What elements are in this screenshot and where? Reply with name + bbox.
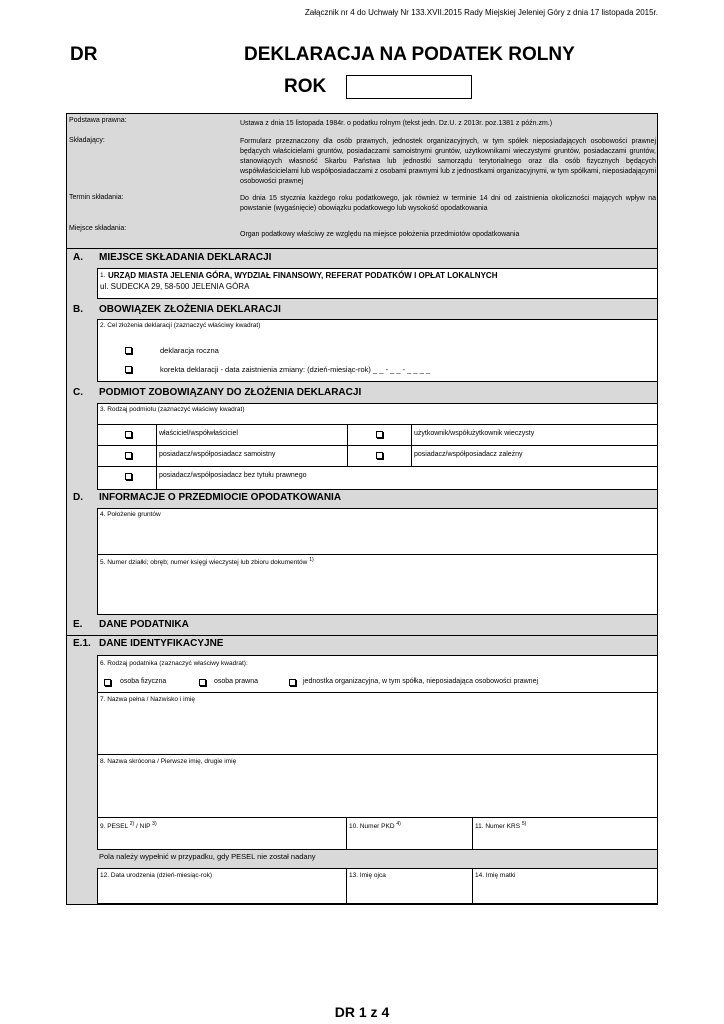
- divider: [98, 424, 657, 425]
- rok-input[interactable]: [346, 75, 472, 99]
- section-d-letter: D.: [73, 492, 83, 503]
- rok-label: ROK: [284, 76, 327, 97]
- field-12-birth-date[interactable]: [97, 868, 347, 904]
- office-address: ul. SUDECKA 29, 58-500 JELENIA GÓRA: [100, 282, 250, 291]
- field-8-short-name[interactable]: [97, 754, 658, 818]
- declaration-form: [66, 113, 658, 905]
- skladajacy-label: Składający:: [69, 137, 105, 144]
- field-3-subject: [97, 403, 658, 490]
- field-1-number: 1.: [100, 272, 106, 279]
- checkbox-legal-person[interactable]: [199, 679, 206, 686]
- divider: [156, 424, 157, 489]
- section-c-title: PODMIOT ZOBOWIĄZANY DO ZŁOŻENIA DEKLARACJI: [99, 387, 362, 398]
- field-13-label: 13. Imię ojca: [349, 872, 386, 879]
- field-2-purpose: [97, 319, 658, 382]
- option-owner: właściciel/współwłaściciel: [159, 430, 238, 437]
- pesel-note: Pola należy wypełnić w przypadku, gdy PESEL nie został nadany: [99, 852, 316, 861]
- field-4-location[interactable]: [97, 508, 658, 555]
- divider: [411, 424, 412, 466]
- miejsce-text: Organ podatkowy właściwy ze względu na miejsce położenia przedmiotów opodatkowania: [240, 231, 520, 238]
- page-number: DR 1 z 4: [334, 1004, 390, 1020]
- field-14-label: 14. Imię matki: [475, 872, 516, 879]
- checkbox-holder-no-title[interactable]: [125, 473, 132, 480]
- option-natural-person: osoba fizyczna: [120, 678, 167, 685]
- section-c-letter: C.: [73, 387, 83, 398]
- field-9-pesel-nip[interactable]: [97, 817, 347, 850]
- option-legal-person: osoba prawna: [214, 678, 258, 685]
- checkbox-natural-person[interactable]: [104, 679, 111, 686]
- podstawa-label: Podstawa prawna:: [69, 117, 127, 124]
- field-10-label: 10. Numer PKD $^{4)}$: [349, 821, 401, 831]
- attachment-note: Załącznik nr 4 do Uchwały Nr 133.XVII.2015 Rady Miejskiej Jeleniej Góry z dnia 17 listopada 2015r.: [304, 8, 658, 17]
- termin-label: Termin składania:: [69, 194, 124, 201]
- divider: [67, 635, 657, 636]
- field-9-label: 9. PESEL $^{2)}$ / NIP $^{3)}$: [100, 821, 157, 831]
- field-8-label: 8. Nazwa skrócona / Pierwsze imię, drugie imię: [100, 758, 237, 765]
- section-d-title: INFORMACJE O PRZEDMIOCIE OPODATKOWANIA: [99, 492, 342, 503]
- checkbox-org-unit[interactable]: [289, 679, 296, 686]
- form-code: DR: [70, 44, 98, 65]
- section-b-title: OBOWIĄZEK ZŁOŻENIA DEKLARACJI: [99, 304, 281, 315]
- divider: [347, 424, 348, 445]
- skladajacy-text: Formularz przeznaczony dla osób prawnych, jednostek organizacyjnych, w tym spółek nieposiadających osobowości prawnej będących właścicielami gruntów, posiadaczami samoistnymi gruntów, użytkownikami wieczystymi gruntów, posiadaczami gruntów, stanowiących własność Skarbu Państwa lub jednostki samorządu terytorialnego oraz dla osób fizycznych będących współwłaścicielami lub współposiadaczami z osobami prawnymi lub z jednostkami organizacyjnymi, w tym spółkami, nieposiadającymi osobowości prawnej: [240, 138, 656, 185]
- checkbox-perpetual-user[interactable]: [376, 431, 383, 438]
- option-correction: korekta deklaracji - data zaistnienia zmiany: (dzień-miesiąc-rok) _ _ - _ _ - _ _ _ _: [160, 365, 431, 374]
- divider: [98, 466, 657, 467]
- section-a-title: MIEJSCE SKŁADANIA DEKLARACJI: [99, 252, 272, 263]
- podstawa-text: Ustawa z dnia 15 listopada 1984r. o podatku rolnym (tekst jedn. Dz.U. z 2013r. poz.1381 z późn.zm.): [240, 120, 553, 127]
- checkbox-dependent-holder[interactable]: [376, 452, 383, 459]
- field-12-label: 12. Data urodzenia (dzień-miesiąc-rok): [100, 872, 212, 879]
- section-b-letter: B.: [73, 304, 83, 315]
- option-perpetual-user: użytkownik/współużytkownik wieczysty: [414, 430, 535, 437]
- option-holder-no-title: posiadacz/współposiadacz bez tytułu prawnego: [159, 472, 307, 479]
- field-7-full-name[interactable]: [97, 692, 658, 755]
- form-title: DEKLARACJA NA PODATEK ROLNY: [244, 44, 575, 65]
- field-5-label: 5. Numer działki; obręb; numer księgi wieczystej lub zbioru dokumentów $^{1)}$: [100, 557, 314, 567]
- option-autonomous-holder: posiadacz/współposiadacz samoistny: [159, 451, 276, 458]
- checkbox-owner[interactable]: [125, 431, 132, 438]
- field-10-pkd[interactable]: [346, 817, 473, 850]
- field-6-label: 6. Rodzaj podatnika (zaznaczyć właściwy kwadrat):: [100, 660, 248, 667]
- section-a-letter: A.: [73, 252, 83, 263]
- termin-text: Do dnia 15 stycznia każdego roku podatkowego, jak również w terminie 14 dni od zaistnienia okoliczności mających wpływ na powstanie (wygaśnięcie) obowiązku podatkowego lub wysokość opodatkowania: [240, 195, 656, 212]
- field-2-label: 2. Cel złożenia deklaracji (zaznaczyć właściwy kwadrat): [100, 322, 261, 329]
- divider: [347, 445, 348, 466]
- field-6-taxpayer-type: [97, 655, 658, 693]
- field-11-krs[interactable]: [472, 817, 658, 850]
- section-e-letter: E.: [73, 619, 83, 630]
- field-14-mother-name[interactable]: [472, 868, 658, 904]
- field-4-label: 4. Położenie gruntów: [100, 511, 161, 518]
- option-org-unit: jednostka organizacyjna, w tym spółka, nieposiadająca osobowości prawnej: [303, 678, 539, 685]
- field-1-office: [97, 268, 658, 299]
- field-11-label: 11. Numer KRS $^{5)}$: [475, 821, 527, 831]
- option-annual: deklaracja roczna: [160, 346, 219, 355]
- option-dependent-holder: posiadacz/współposiadacz zależny: [414, 451, 523, 458]
- field-5-parcel[interactable]: [97, 554, 658, 615]
- checkbox-annual[interactable]: [125, 347, 132, 354]
- field-3-label: 3. Rodzaj podmiotu (zaznaczyć właściwy kwadrat): [100, 406, 245, 413]
- checkbox-correction[interactable]: [125, 366, 132, 373]
- checkbox-autonomous-holder[interactable]: [125, 452, 132, 459]
- field-7-label: 7. Nazwa pełna / Nazwisko i imię: [100, 696, 196, 703]
- office-name: URZĄD MIASTA JELENIA GÓRA, WYDZIAŁ FINANSOWY, REFERAT PODATKÓW I OPŁAT LOKALNYCH: [108, 271, 498, 280]
- divider: [67, 248, 657, 249]
- section-e-title: DANE PODATNIKA: [99, 619, 189, 630]
- section-e1-letter: E.1.: [73, 638, 91, 649]
- divider: [98, 445, 657, 446]
- section-e1-title: DANE IDENTYFIKACYJNE: [99, 638, 224, 649]
- field-13-father-name[interactable]: [346, 868, 473, 904]
- miejsce-label: Miejsce składania:: [69, 225, 127, 232]
